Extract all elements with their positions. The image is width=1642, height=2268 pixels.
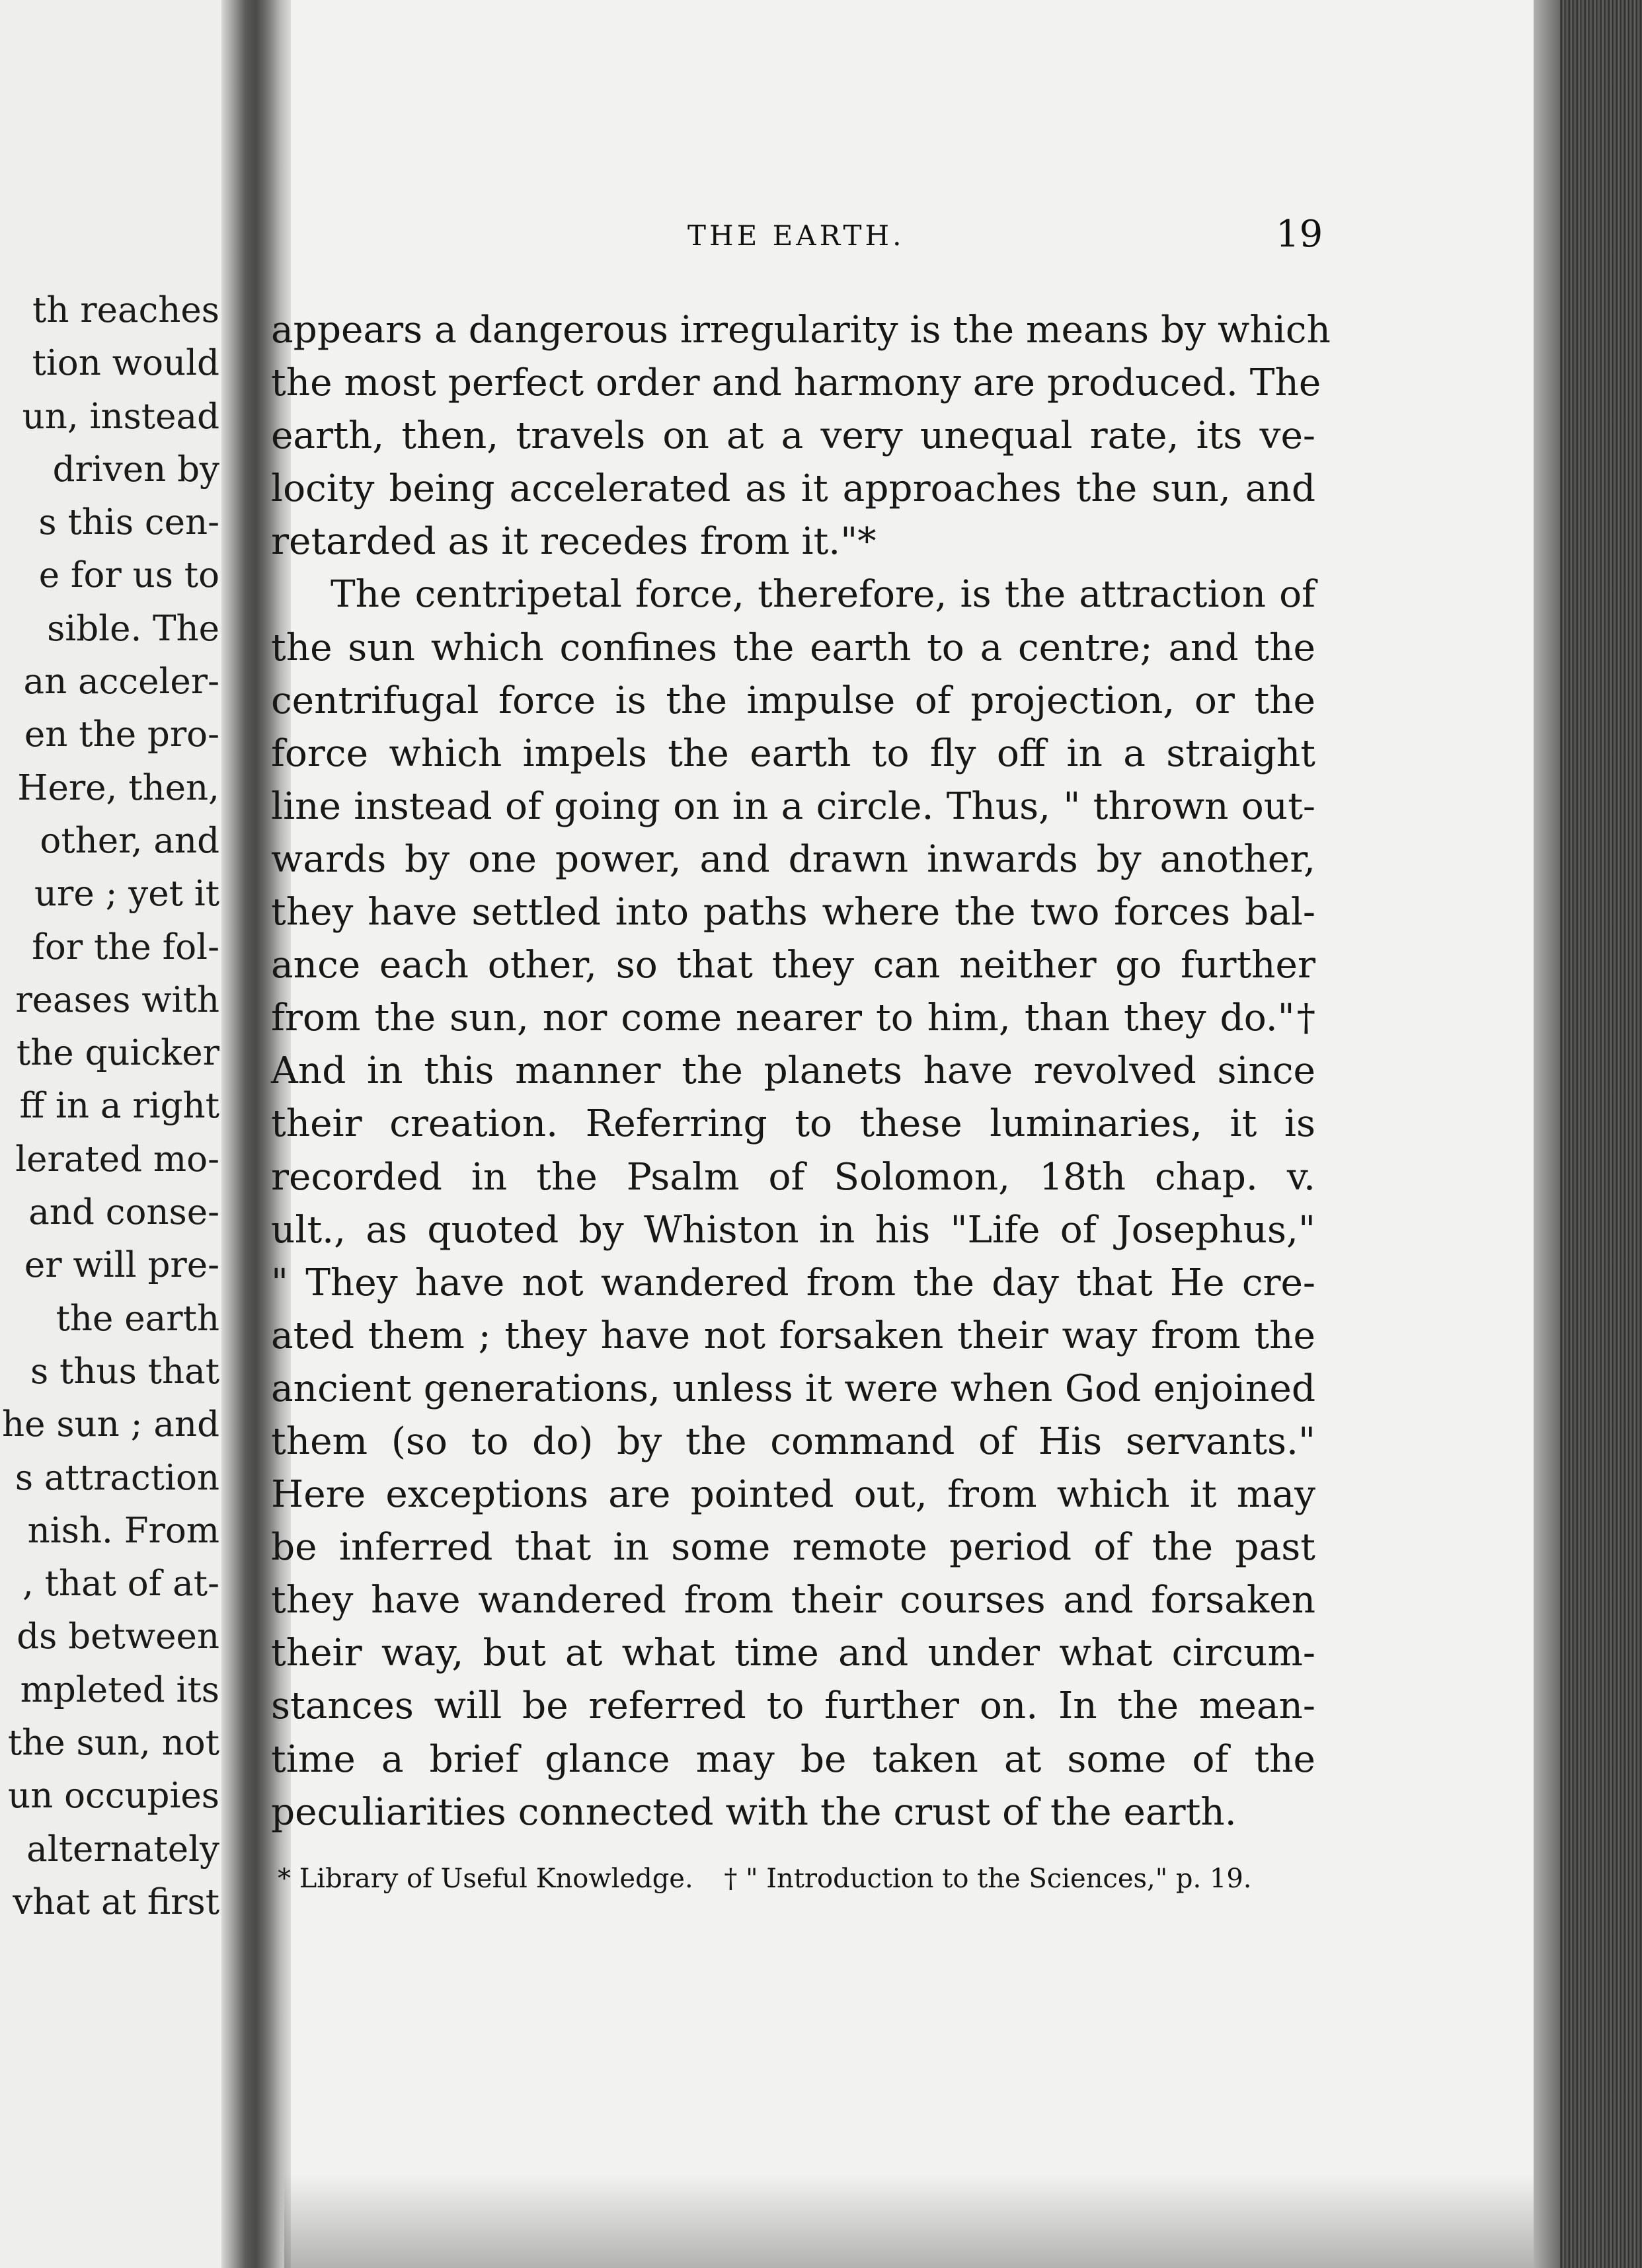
body-line: retarded as it recedes from it."* <box>271 520 877 564</box>
body-line: And in this manner the planets have revolved since <box>271 1049 1315 1093</box>
body-line: recorded in the Psalm of Solomon, 18th chap. v. <box>271 1155 1315 1199</box>
left-page-line: alternately <box>26 1829 219 1870</box>
left-page-line: en the pro- <box>24 714 219 755</box>
body-line: from the sun, nor come nearer to him, than they do."† <box>271 997 1315 1040</box>
body-line: the sun which confines the earth to a centre; and the <box>271 626 1315 669</box>
body-line: peculiarities connected with the crust of the earth. <box>271 1790 1237 1834</box>
body-line: time a brief glance may be taken at some of the <box>271 1737 1315 1781</box>
left-page-line: ds between <box>17 1616 219 1657</box>
footnote-2: † " Introduction to the Sciences," p. 19. <box>724 1864 1252 1894</box>
left-page-line: ff in a right <box>19 1086 219 1127</box>
left-page-line: the sun, not <box>7 1723 219 1764</box>
body-line: earth, then, travels on at a very unequal rate, its ve- <box>271 414 1315 458</box>
left-page-line: s attraction <box>15 1457 219 1498</box>
left-page-line: un occupies <box>8 1776 219 1817</box>
body-line: them (so to do) by the command of His servants." <box>271 1419 1315 1463</box>
left-page-line: the quicker <box>16 1033 219 1074</box>
page-bottom-shadow <box>284 2174 1534 2268</box>
body-line: centrifugal force is the impulse of projection, or the <box>271 679 1315 722</box>
left-page-line: s thus that <box>30 1351 219 1392</box>
footnotes <box>278 1864 1296 1894</box>
running-head: THE EARTH. <box>687 219 905 252</box>
body-line: ult., as quoted by Whiston in his "Life of Josephus," <box>271 1208 1315 1252</box>
left-page-line: reases with <box>15 979 219 1020</box>
page-edges <box>1534 0 1642 2268</box>
body-line: they have settled into paths where the two forces bal- <box>271 891 1315 934</box>
body-line: Here exceptions are pointed out, from which it may <box>271 1473 1315 1517</box>
left-page-line: sible. The <box>47 608 219 649</box>
body-line: The centripetal force, therefore, is the attraction of <box>331 573 1315 617</box>
body-line: ancient generations, unless it were when God enjoined <box>271 1367 1315 1410</box>
body-line: locity being accelerated as it approaches the sun, and <box>271 467 1315 511</box>
page-number: 19 <box>1276 213 1323 256</box>
left-page-line: er will pre- <box>24 1245 219 1286</box>
body-line: line instead of going on in a circle. Thus, " thrown out- <box>271 784 1315 828</box>
body-line: wards by one power, and drawn inwards by another, <box>271 837 1315 881</box>
body-line: their creation. Referring to these luminaries, it is <box>271 1102 1315 1146</box>
left-page-line: s this cen- <box>38 502 219 543</box>
body-text <box>271 304 1331 1839</box>
left-page-line: mpleted its <box>20 1669 219 1710</box>
left-page-line: for the fol- <box>32 926 219 967</box>
left-page-line: other, and <box>40 820 219 861</box>
footnote-1: * Library of Useful Knowledge. <box>278 1864 693 1894</box>
left-page-line: th reaches <box>32 290 219 330</box>
left-page-line: the earth <box>56 1298 219 1339</box>
left-page-text <box>0 284 219 1929</box>
body-line: they have wandered from their courses and forsaken <box>271 1579 1315 1622</box>
body-line: their way, but at what time and under what circum- <box>271 1632 1315 1675</box>
body-line: ated them ; they have not forsaken their way from the <box>271 1314 1315 1357</box>
left-page-line: tion would <box>32 343 219 384</box>
body-line: force which impels the earth to fly off in a straight <box>271 732 1315 775</box>
left-page-line: and conse- <box>28 1192 219 1233</box>
left-page-line: , that of at- <box>22 1564 219 1605</box>
body-line: " They have not wandered from the day that He cre- <box>271 1261 1315 1304</box>
body-line: stances will be referred to further on. In the mean- <box>271 1684 1315 1728</box>
left-page-line: un, instead <box>22 396 219 437</box>
left-page-line: lerated mo- <box>15 1139 219 1180</box>
left-page-line: an acceler- <box>23 662 219 702</box>
left-page-line: e for us to <box>38 555 219 596</box>
left-page-line: driven by <box>52 449 219 490</box>
left-page-line: Here, then, <box>17 767 219 808</box>
left-page-line: he sun ; and <box>1 1404 219 1445</box>
body-line: ance each other, so that they can neither go further <box>271 944 1315 987</box>
left-page-line: vhat at first <box>13 1881 219 1922</box>
left-page-line: nish. From <box>27 1510 219 1551</box>
body-line: the most perfect order and harmony are produced. The <box>271 361 1321 405</box>
left-page-line: ure ; yet it <box>34 874 219 915</box>
left-page <box>0 0 245 2268</box>
body-line: be inferred that in some remote period of the past <box>271 1526 1315 1569</box>
body-line: appears a dangerous irregularity is the means by which <box>271 309 1331 352</box>
